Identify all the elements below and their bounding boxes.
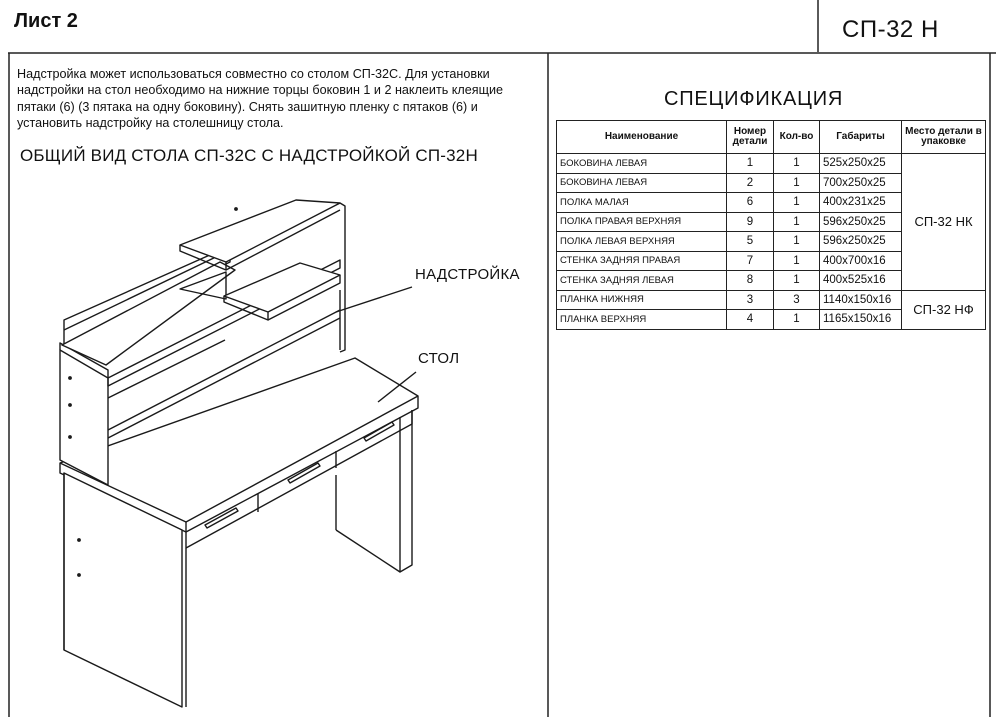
part-number: 2 [727,173,774,193]
col-header-qty: Кол-во [774,121,820,154]
table-row [557,290,986,310]
part-size: 1165x150x16 [820,310,902,330]
part-qty: 1 [774,271,820,291]
part-qty: 1 [774,154,820,174]
part-size: 700x250x25 [820,173,902,193]
superstructure-label: НАДСТРОЙКА [415,266,520,283]
part-number: 8 [727,271,774,291]
part-name: ПЛАНКА ВЕРХНЯЯ [557,310,727,330]
part-number: 6 [727,193,774,213]
table-row [557,154,986,174]
package-nk: СП-32 НК [902,154,986,291]
part-name: ПЛАНКА НИЖНЯЯ [557,290,727,310]
part-number: 5 [727,232,774,252]
part-size: 1140x150x16 [820,290,902,310]
part-name: СТЕНКА ЗАДНЯЯ ЛЕВАЯ [557,271,727,291]
part-qty: 1 [774,173,820,193]
part-name: СТЕНКА ЗАДНЯЯ ПРАВАЯ [557,251,727,271]
sheet-label: Лист 2 [14,10,78,32]
table-label: СТОЛ [418,350,460,367]
general-view-title: ОБЩИЙ ВИД СТОЛА СП-32С С НАДСТРОЙКОЙ СП-32Н [20,146,478,165]
part-size: 400x525x16 [820,271,902,291]
part-qty: 1 [774,232,820,252]
part-size: 596x250x25 [820,232,902,252]
part-size: 525x250x25 [820,154,902,174]
document-code: СП-32 Н [842,16,939,43]
spec-table [556,120,986,330]
part-qty: 1 [774,251,820,271]
spec-title: СПЕЦИФИКАЦИЯ [664,88,844,110]
part-name: ПОЛКА ЛЕВАЯ ВЕРХНЯЯ [557,232,727,252]
part-size: 400x231x25 [820,193,902,213]
package-nf: СП-32 НФ [902,290,986,329]
part-number: 1 [727,154,774,174]
col-header-name: Наименование [557,121,727,154]
part-qty: 1 [774,310,820,330]
part-name: ПОЛКА МАЛАЯ [557,193,727,213]
part-name: БОКОВИНА ЛЕВАЯ [557,154,727,174]
part-name: БОКОВИНА ЛЕВАЯ [557,173,727,193]
col-header-pack: Место детали в упаковке [902,121,986,154]
part-size: 596x250x25 [820,212,902,232]
part-number: 7 [727,251,774,271]
part-qty: 1 [774,212,820,232]
part-qty: 1 [774,193,820,213]
intro-text: Надстройка может использоваться совместно со столом СП-32С. Для установки надстройки на стол необходимо на нижние торцы боковин 1 и 2 наклеить клеящие пятаки (6) (3 пятака на одну боковину). Снять зашитную пленку с пятаков (6) и установить надстройку на столешницу стола. [17,67,504,130]
part-number: 9 [727,212,774,232]
part-size: 400x700x16 [820,251,902,271]
part-number: 3 [727,290,774,310]
col-header-size: Габариты [820,121,902,154]
part-name: ПОЛКА ПРАВАЯ ВЕРХНЯЯ [557,212,727,232]
col-header-number: Номер детали [727,121,774,154]
part-number: 4 [727,310,774,330]
part-qty: 3 [774,290,820,310]
spec-header-row [557,121,986,154]
